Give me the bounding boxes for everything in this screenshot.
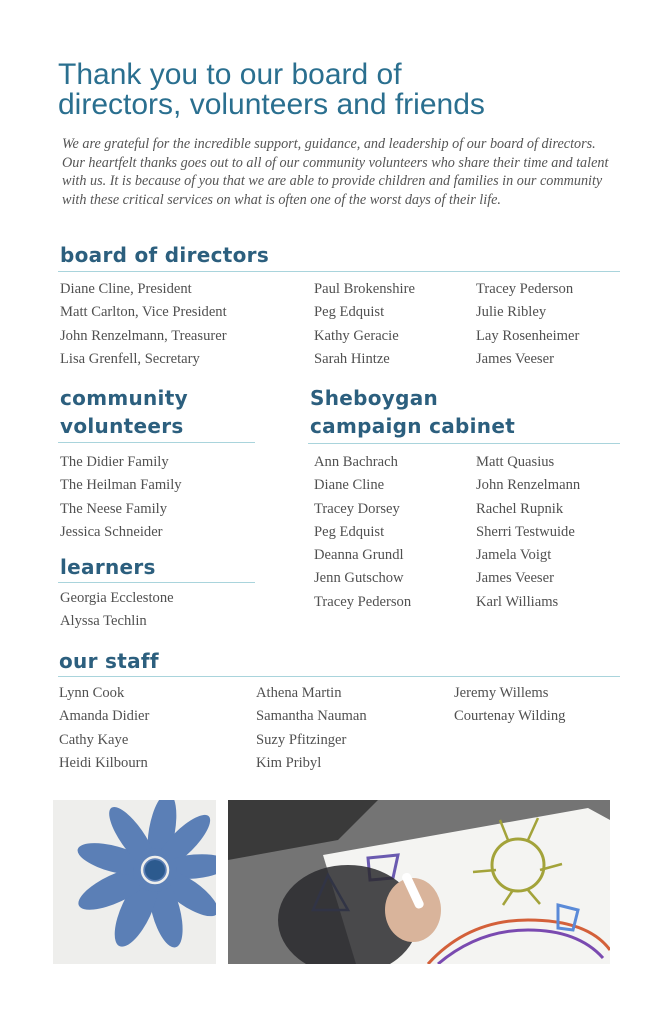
cabinet-member: Rachel Rupnik [476, 500, 564, 517]
volunteers-column [60, 451, 182, 544]
staff-rule [58, 676, 620, 677]
volunteer-name: The Heilman Family [60, 477, 182, 494]
flower-icon [53, 800, 216, 964]
board-heading: board of directors [60, 243, 270, 267]
cabinet-member: Matt Quasius [476, 454, 555, 470]
learners-heading: learners [60, 555, 156, 579]
cabinet-column-2 [476, 451, 580, 614]
board-member: Diane Cline, President [60, 281, 192, 297]
staff-member: Amanda Didier [59, 708, 150, 725]
page-title-line-2: directors, volunteers and friends [58, 88, 485, 121]
cabinet-member: Diane Cline [314, 477, 385, 494]
cabinet-member: Jamela Voigt [476, 547, 552, 564]
board-member: Matt Carlton, Vice President [60, 304, 227, 321]
learners-column [60, 587, 174, 634]
volunteer-name: The Didier Family [60, 454, 169, 470]
cabinet-member: Sherri Testwuide [476, 523, 575, 540]
volunteer-name: The Neese Family [60, 500, 167, 517]
learners-rule [58, 582, 255, 583]
cabinet-member: John Renzelmann [476, 477, 581, 494]
cabinet-member: Jenn Gutschow [314, 570, 404, 587]
cabinet-heading-line-2: campaign cabinet [310, 414, 516, 438]
board-column-2 [314, 278, 415, 371]
flower-illustration [53, 800, 216, 964]
cabinet-column-1 [314, 451, 411, 614]
staff-member: Courtenay Wilding [454, 708, 566, 725]
page-title [58, 60, 618, 120]
cabinet-member: James Veeser [476, 570, 554, 587]
staff-column-2 [256, 682, 367, 775]
cabinet-member: Tracey Pederson [314, 593, 412, 610]
page-title-line-1: Thank you to our board of [58, 58, 402, 91]
child-drawing-photo [228, 800, 610, 964]
staff-column-3 [454, 682, 565, 729]
staff-member: Lynn Cook [59, 685, 125, 701]
cabinet-member: Peg Edquist [314, 523, 385, 540]
board-member: Lay Rosenheimer [476, 327, 580, 344]
board-member: Julie Ribley [476, 304, 547, 321]
staff-heading: our staff [59, 649, 159, 673]
cabinet-member: Tracey Dorsey [314, 500, 400, 517]
volunteer-name: Jessica Schneider [60, 523, 163, 540]
staff-member: Suzy Pfitzinger [256, 731, 347, 748]
board-column-3 [476, 278, 579, 371]
board-member: Paul Brokenshire [314, 281, 415, 297]
board-member: Sarah Hintze [314, 350, 390, 367]
board-member: John Renzelmann, Treasurer [60, 327, 227, 344]
drawing-photo-illustration [228, 800, 610, 964]
board-member: Kathy Geracie [314, 327, 399, 344]
staff-member: Cathy Kaye [59, 731, 129, 748]
board-member: James Veeser [476, 350, 554, 367]
board-member: Peg Edquist [314, 304, 385, 321]
board-member: Tracey Pederson [476, 281, 574, 297]
volunteers-rule [58, 442, 255, 443]
intro-paragraph: We are grateful for the incredible support, guidance, and leadership of our board of directors. Our heartfelt thanks goes out to all of our community volunteers who share their time and talent with us. It is because of you that we are able to provide children and families in our community with these critical services on what is often one of the worst days of their life. [62, 136, 609, 208]
learner-name: Georgia Ecclestone [60, 590, 174, 606]
staff-member: Jeremy Willems [454, 685, 549, 701]
cabinet-member: Karl Williams [476, 593, 559, 610]
staff-member: Samantha Nauman [256, 708, 367, 725]
staff-member: Athena Martin [256, 685, 342, 701]
cabinet-member: Ann Bachrach [314, 454, 398, 470]
staff-member: Kim Pribyl [256, 754, 322, 771]
cabinet-heading [310, 384, 515, 440]
learner-name: Alyssa Techlin [60, 613, 147, 630]
cabinet-member: Deanna Grundl [314, 547, 404, 564]
volunteers-heading-line-1: community [60, 386, 188, 410]
volunteers-heading [60, 384, 188, 440]
volunteers-heading-line-2: volunteers [60, 414, 184, 438]
cabinet-rule [308, 443, 620, 444]
board-member: Lisa Grenfell, Secretary [60, 350, 200, 367]
board-rule [58, 271, 620, 272]
cabinet-heading-line-1: Sheboygan [310, 386, 439, 410]
staff-member: Heidi Kilbourn [59, 754, 148, 771]
staff-column-1 [59, 682, 149, 775]
board-column-1 [60, 278, 227, 371]
